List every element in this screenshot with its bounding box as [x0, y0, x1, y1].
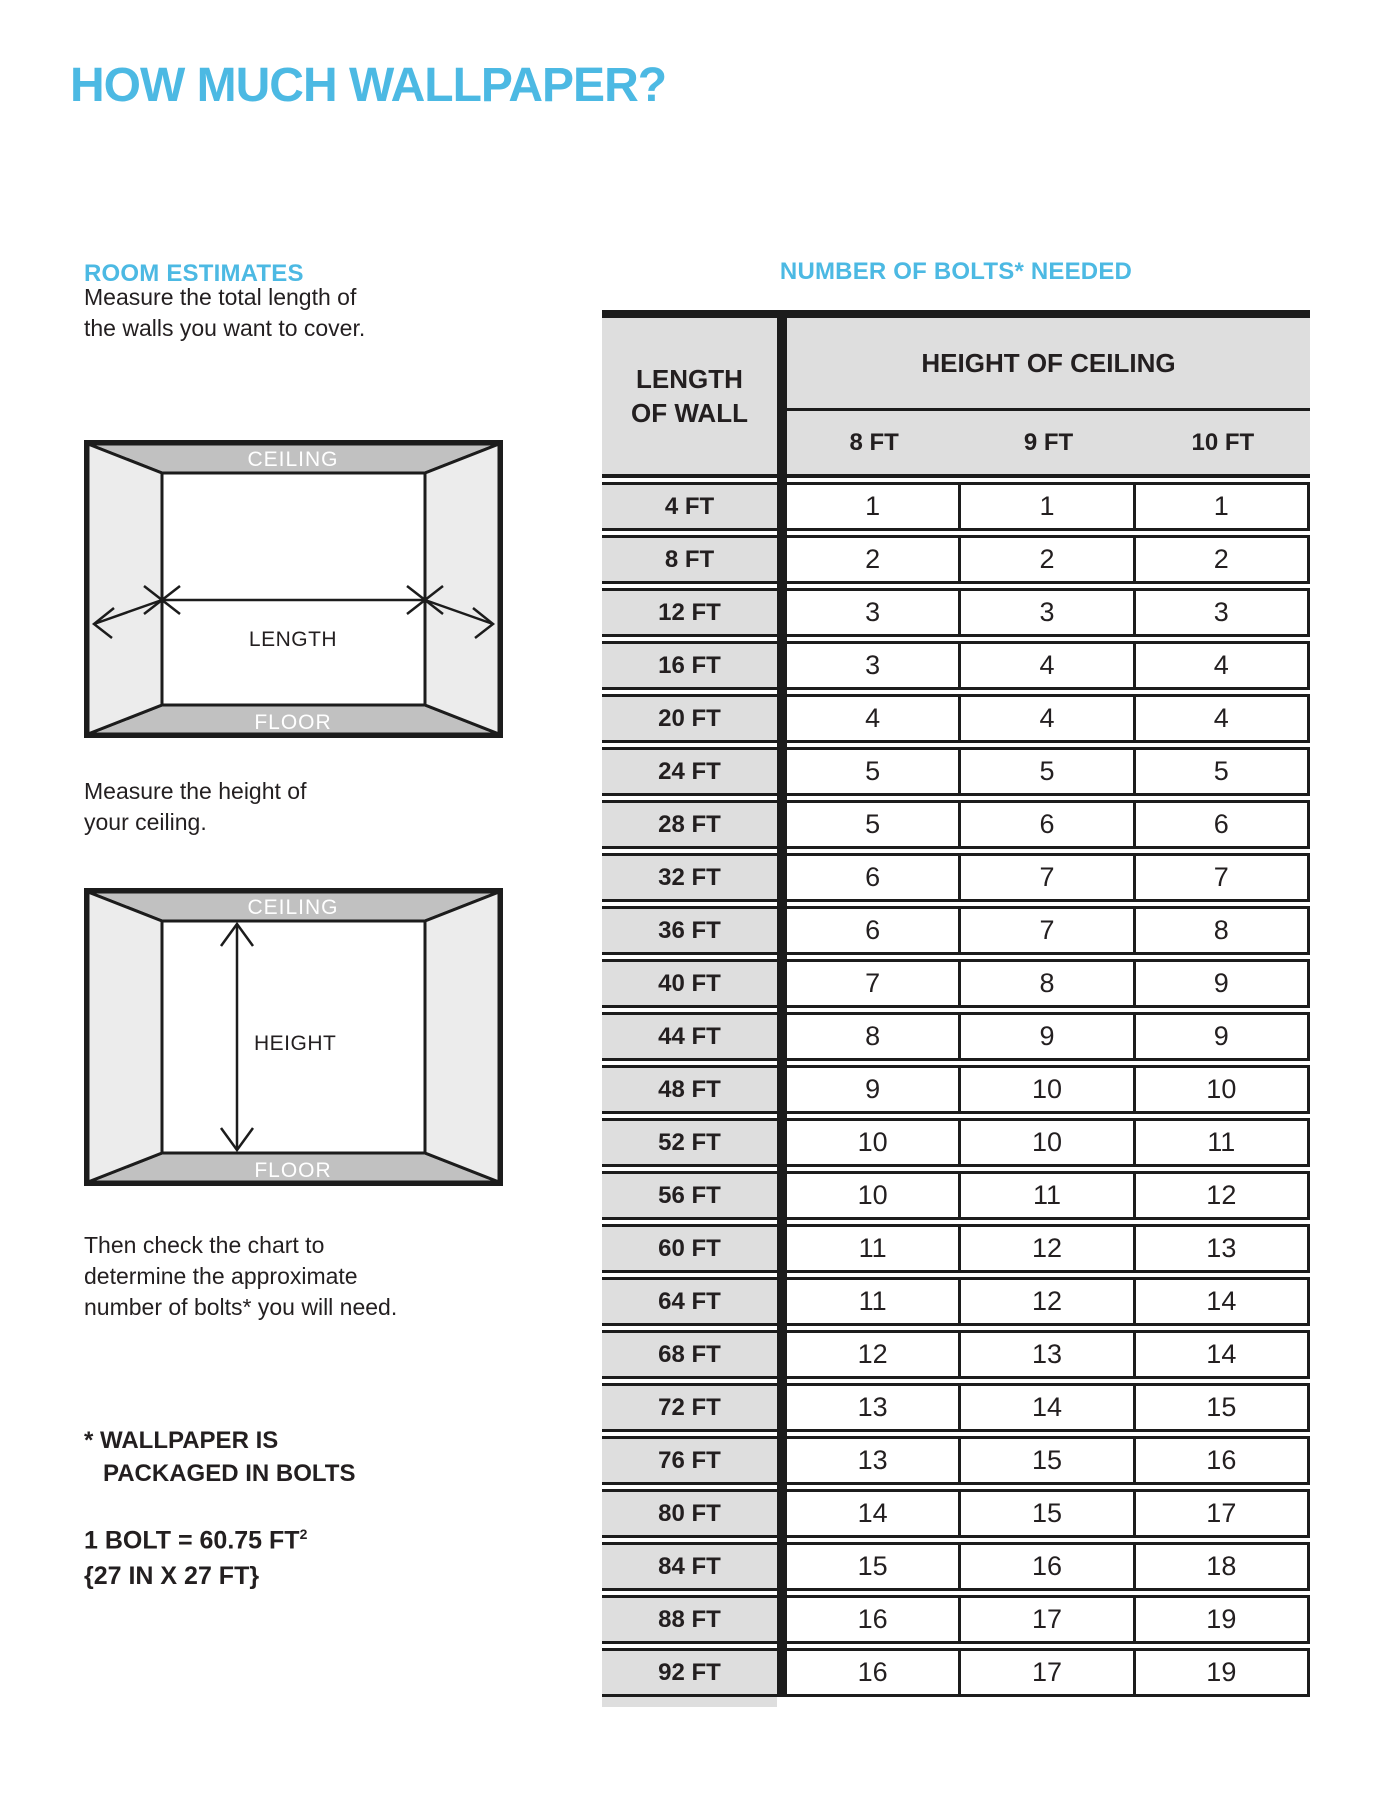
column-header-8ft: 8 FT — [849, 428, 899, 456]
bolts-table-heading: NUMBER OF BOLTS* NEEDED — [779, 258, 1133, 285]
page-title: HOW MUCH WALLPAPER? — [70, 59, 667, 112]
table-cell: 3 — [1136, 588, 1310, 637]
table-row — [602, 1012, 1310, 1061]
row-label: 8 FT — [602, 535, 777, 584]
row-label: 28 FT — [602, 800, 777, 849]
table-cell: 12 — [961, 1277, 1135, 1326]
table-row — [602, 1383, 1310, 1432]
row-label: 60 FT — [602, 1224, 777, 1273]
length-of-wall-header — [602, 318, 777, 478]
table-cell: 8 — [961, 959, 1135, 1008]
row-label: 48 FT — [602, 1065, 777, 1114]
table-cell: 14 — [1136, 1330, 1310, 1379]
row-label: 16 FT — [602, 641, 777, 690]
table-cell: 10 — [961, 1065, 1135, 1114]
back-wall-panel — [162, 473, 425, 705]
row-label: 12 FT — [602, 588, 777, 637]
table-cell: 14 — [1136, 1277, 1310, 1326]
table-cell: 10 — [787, 1118, 961, 1167]
row-label: 20 FT — [602, 694, 777, 743]
table-cell: 6 — [787, 906, 961, 955]
text-line: {27 IN X 27 FT} — [84, 1562, 260, 1591]
table-cell: 2 — [961, 535, 1135, 584]
row-label: 92 FT — [602, 1648, 777, 1697]
table-cell: 10 — [787, 1171, 961, 1220]
table-cell: 7 — [787, 959, 961, 1008]
column-header-9ft: 9 FT — [1023, 428, 1074, 456]
table-row — [602, 1648, 1310, 1697]
bolts-footnote — [84, 1424, 355, 1490]
table-row — [602, 641, 1310, 690]
table-cell: 5 — [1136, 747, 1310, 796]
table-cell: 4 — [787, 694, 961, 743]
text-line: Measure the height of — [84, 778, 307, 804]
table-cell: 15 — [1136, 1383, 1310, 1432]
table-cell: 6 — [1136, 800, 1310, 849]
table-row — [602, 694, 1310, 743]
right-wall-panel — [425, 892, 499, 1182]
height-of-ceiling-header: HEIGHT OF CEILING — [787, 318, 1310, 411]
table-row — [602, 1277, 1310, 1326]
header-column-divider-bar — [777, 318, 787, 1697]
table-row — [602, 1224, 1310, 1273]
table-cell: 16 — [787, 1648, 961, 1697]
table-row — [602, 853, 1310, 902]
room-perspective-drawing — [84, 440, 503, 738]
table-cell: 14 — [787, 1489, 961, 1538]
table-row — [602, 588, 1310, 637]
table-cell: 5 — [787, 800, 961, 849]
table-row — [602, 482, 1310, 531]
row-label: 36 FT — [602, 906, 777, 955]
row-label: 56 FT — [602, 1171, 777, 1220]
table-cell: 16 — [787, 1595, 961, 1644]
table-cell: 15 — [787, 1542, 961, 1591]
row-label: 44 FT — [602, 1012, 777, 1061]
row-label: 88 FT — [602, 1595, 777, 1644]
column-header-10ft: 10 FT — [1191, 428, 1255, 456]
table-cell: 9 — [1136, 959, 1310, 1008]
table-cell: 11 — [787, 1224, 961, 1273]
table-cell: 9 — [787, 1065, 961, 1114]
table-cell: 6 — [961, 800, 1135, 849]
table-row — [602, 1489, 1310, 1538]
table-cell: 4 — [961, 641, 1135, 690]
table-cell: 9 — [961, 1012, 1135, 1061]
row-label: 52 FT — [602, 1118, 777, 1167]
table-cell: 17 — [961, 1595, 1135, 1644]
row-label: 40 FT — [602, 959, 777, 1008]
table-cell: 15 — [961, 1436, 1135, 1485]
table-top-rule — [602, 310, 1310, 318]
table-cell: 17 — [1136, 1489, 1310, 1538]
text-line: OF WALL — [631, 398, 748, 428]
table-cell: 19 — [1136, 1595, 1310, 1644]
table-cell: 19 — [1136, 1648, 1310, 1697]
length-label: LENGTH — [248, 628, 338, 651]
table-cell: 3 — [787, 588, 961, 637]
row-label: 68 FT — [602, 1330, 777, 1379]
table-cell: 2 — [787, 535, 961, 584]
height-label: HEIGHT — [254, 1032, 337, 1055]
table-cell: 13 — [1136, 1224, 1310, 1273]
bolts-table — [602, 310, 1310, 1707]
length-room-diagram — [84, 440, 503, 738]
table-cell: 12 — [961, 1224, 1135, 1273]
table-cell: 1 — [1136, 482, 1310, 531]
row-label: 76 FT — [602, 1436, 777, 1485]
table-cell: 4 — [961, 694, 1135, 743]
text-line: Then check the chart to — [84, 1232, 325, 1258]
ceiling-label: CEILING — [247, 448, 339, 471]
instruction-measure-height — [84, 776, 306, 838]
table-row — [602, 535, 1310, 584]
table-row — [602, 1065, 1310, 1114]
table-row — [602, 1171, 1310, 1220]
table-cell: 4 — [1136, 641, 1310, 690]
table-cell: 5 — [961, 747, 1135, 796]
text-line: LENGTH — [636, 364, 743, 394]
table-cell: 1 — [787, 482, 961, 531]
label-column-footer-strip — [602, 1697, 777, 1707]
height-room-diagram — [84, 888, 503, 1186]
table-row — [602, 1595, 1310, 1644]
table-cell: 13 — [961, 1330, 1135, 1379]
row-label: 64 FT — [602, 1277, 777, 1326]
table-cell: 14 — [961, 1383, 1135, 1432]
table-cell: 10 — [961, 1118, 1135, 1167]
table-cell: 16 — [961, 1542, 1135, 1591]
row-label: 4 FT — [602, 482, 777, 531]
height-of-ceiling-header-group — [787, 318, 1310, 478]
table-cell: 16 — [1136, 1436, 1310, 1485]
text-line: PACKAGED IN BOLTS — [103, 1460, 356, 1487]
text-line: 1 BOLT = 60.75 $FT^2$ — [84, 1526, 308, 1555]
text-line: * WALLPAPER IS — [84, 1427, 279, 1454]
text-line: determine the approximate — [84, 1263, 358, 1289]
table-cell: 3 — [961, 588, 1135, 637]
table-cell: 13 — [787, 1436, 961, 1485]
table-row — [602, 800, 1310, 849]
row-label: 32 FT — [602, 853, 777, 902]
room-perspective-drawing — [84, 888, 503, 1186]
table-cell: 6 — [787, 853, 961, 902]
table-cell: 11 — [787, 1277, 961, 1326]
table-cell: 11 — [1136, 1118, 1310, 1167]
left-wall-panel — [88, 444, 162, 734]
table-row — [602, 747, 1310, 796]
table-cell: 8 — [787, 1012, 961, 1061]
text-line: Measure the total length of — [84, 284, 357, 310]
table-row — [602, 1118, 1310, 1167]
table-cell: 1 — [961, 482, 1135, 531]
floor-label: FLOOR — [254, 1159, 332, 1182]
instruction-measure-length — [84, 282, 365, 344]
table-cell: 10 — [1136, 1065, 1310, 1114]
table-cell: 15 — [961, 1489, 1135, 1538]
table-cell: 2 — [1136, 535, 1310, 584]
left-wall-panel — [88, 892, 162, 1182]
table-row — [602, 959, 1310, 1008]
table-cell: 12 — [787, 1330, 961, 1379]
row-label: 72 FT — [602, 1383, 777, 1432]
table-row — [602, 1542, 1310, 1591]
room-estimates-heading: ROOM ESTIMATES — [84, 260, 304, 287]
table-cell: 17 — [961, 1648, 1135, 1697]
ceiling-height-columns — [787, 411, 1310, 478]
row-label: 80 FT — [602, 1489, 777, 1538]
bolt-size-note — [84, 1516, 307, 1594]
table-cell: 11 — [961, 1171, 1135, 1220]
table-cell: 18 — [1136, 1542, 1310, 1591]
bolt-table-rows — [602, 482, 1310, 1697]
row-label: 84 FT — [602, 1542, 777, 1591]
table-cell: 5 — [787, 747, 961, 796]
table-row — [602, 1436, 1310, 1485]
table-cell: 3 — [787, 641, 961, 690]
row-label: 24 FT — [602, 747, 777, 796]
table-cell: 4 — [1136, 694, 1310, 743]
text-line: number of bolts* you will need. — [84, 1294, 398, 1320]
table-cell: 9 — [1136, 1012, 1310, 1061]
floor-label: FLOOR — [254, 711, 332, 734]
table-row — [602, 1330, 1310, 1379]
instruction-check-chart — [84, 1230, 397, 1323]
table-cell: 8 — [1136, 906, 1310, 955]
table-cell: 7 — [961, 906, 1135, 955]
table-row — [602, 906, 1310, 955]
table-cell: 12 — [1136, 1171, 1310, 1220]
ceiling-label: CEILING — [247, 896, 339, 919]
text-line: your ceiling. — [84, 809, 207, 835]
table-cell: 7 — [1136, 853, 1310, 902]
superscript-2: 2 — [299, 1526, 308, 1542]
table-cell: 13 — [787, 1383, 961, 1432]
right-wall-panel — [425, 444, 499, 734]
table-header — [602, 318, 1310, 478]
table-cell: 7 — [961, 853, 1135, 902]
text-line: the walls you want to cover. — [84, 315, 366, 341]
